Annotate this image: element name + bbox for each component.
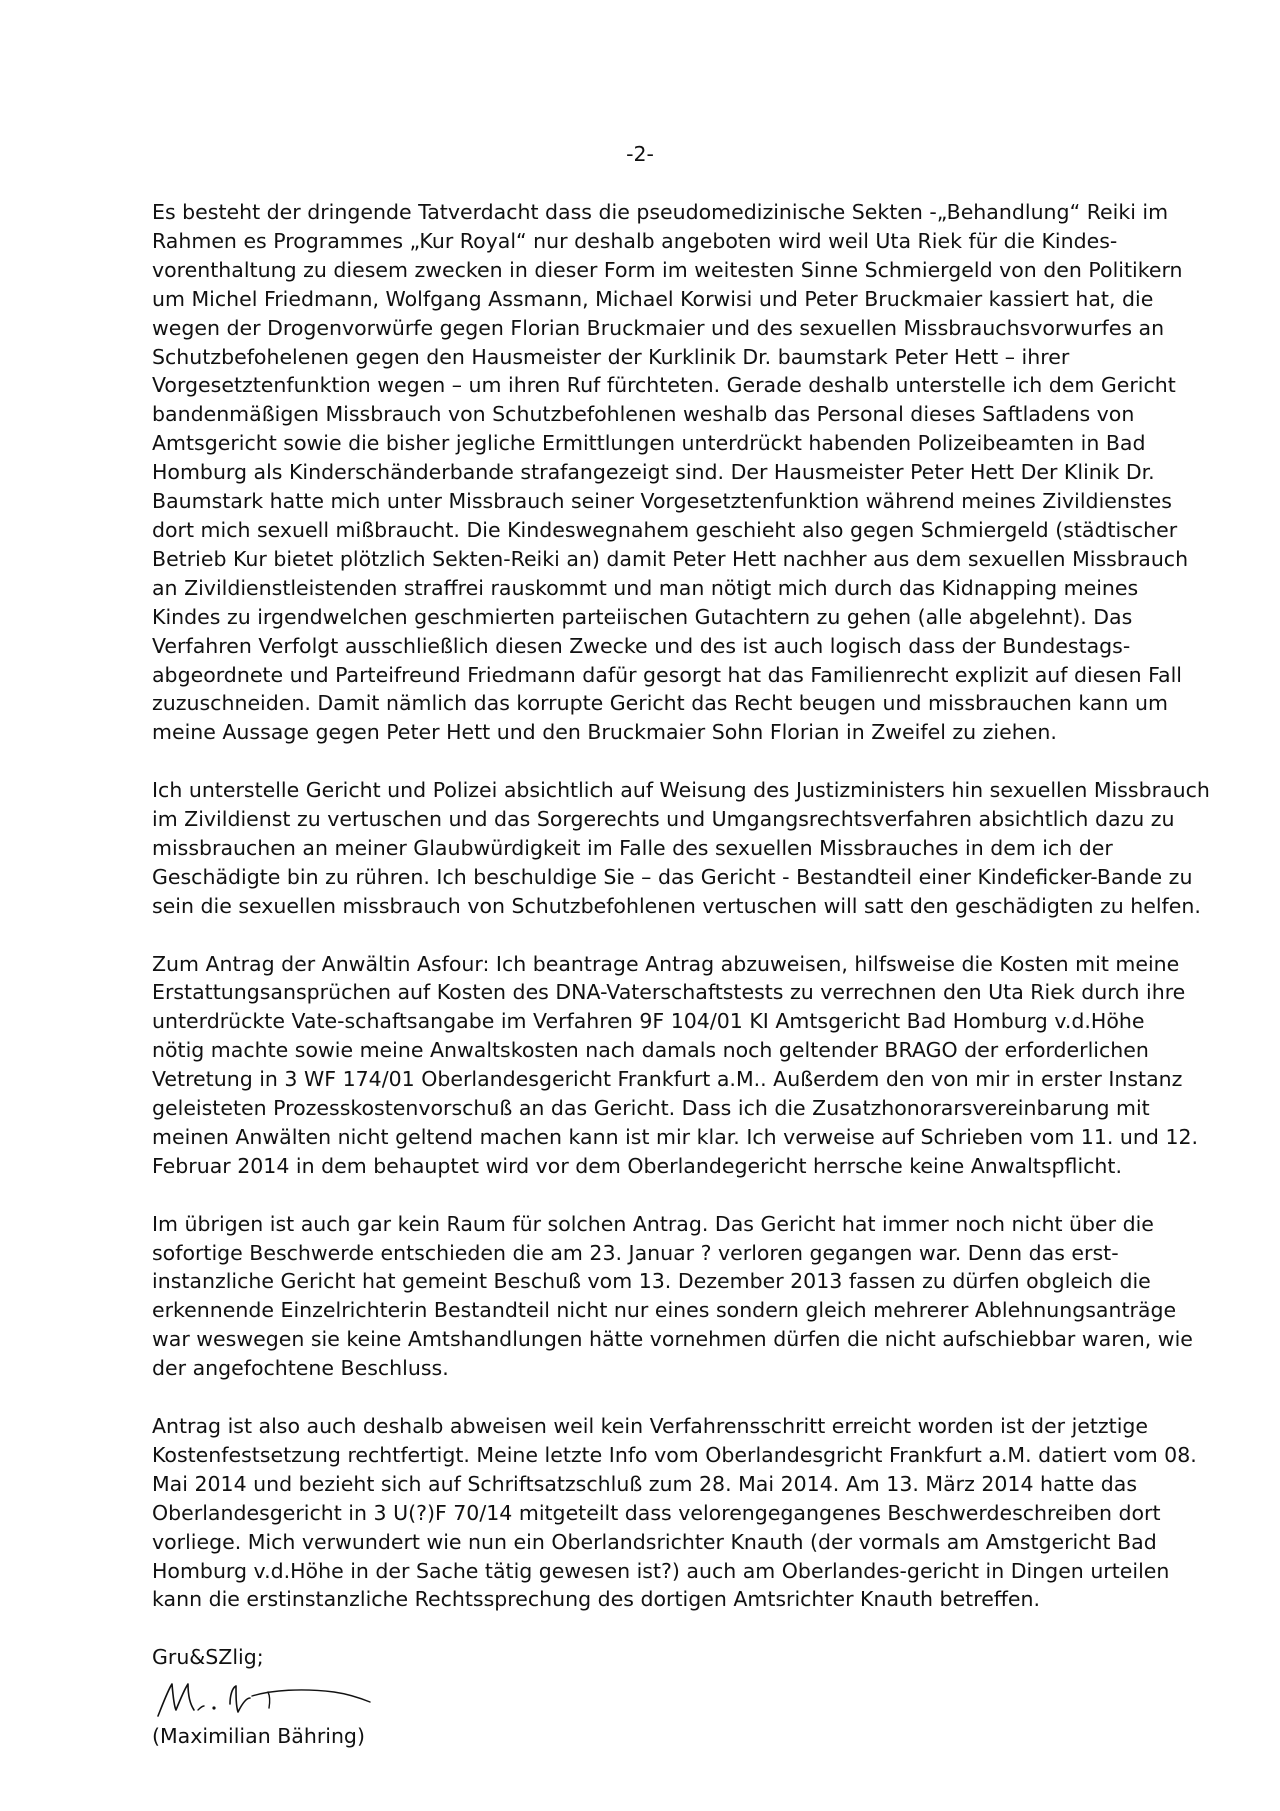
text-line: sofortige Beschwerde entschieden die am 23. Januar ? verloren gegangen war. Denn das erst- (152, 1240, 1119, 1265)
text-line: meine Aussage gegen Peter Hett und den Bruckmaier Sohn Florian in Zweifel zu ziehen. (152, 720, 1057, 745)
text-line: Kostenfestsetzung rechtfertigt. Meine letzte Info vom Oberlandesgricht Frankfurt a.M. datiert vom 08. (152, 1442, 1197, 1467)
text-line: geleisteten Prozesskostenvorschuß an das Gericht. Dass ich die Zusatzhonorarsvereinbarung mit (152, 1096, 1150, 1121)
paragraph-5 (152, 1412, 1200, 1614)
text-line: Antrag ist also auch deshalb abweisen weil kein Verfahrensschritt erreicht worden ist der jetztige (152, 1414, 1149, 1438)
text-line: Schutzbefohelenen gegen den Hausmeister der Kurklinik Dr. baumstark Peter Hett – ihrer (152, 344, 1070, 369)
text-line: Baumstark hatte mich unter Missbrauch seiner Vorgesetztenfunktion während meines Zivildienstes (152, 489, 1172, 514)
text-line: Amtsgericht sowie die bisher jegliche Ermittlungen unterdrückt habenden Polizeibeamten in Bad (152, 431, 1146, 456)
paragraph-gap (152, 1181, 1200, 1210)
text-line: war weswegen sie keine Amtshandlungen hätte vornehmen dürfen die nicht aufschiebbar waren, wie (152, 1327, 1193, 1352)
text-line: um Michel Friedmann, Wolfgang Assmann, Michael Korwisi und Peter Bruckmaier kassiert hat, die (152, 286, 1154, 311)
paragraph-1 (152, 198, 1200, 747)
handwritten-signature (152, 1676, 382, 1722)
paragraph-gap (152, 1383, 1200, 1412)
paragraph-gap (152, 747, 1200, 776)
text-line: sein die sexuellen missbrauch von Schutzbefohlenen vertuschen will satt den geschädigten zu helfen. (152, 893, 1201, 918)
text-line: vorenthaltung zu diesem zwecken in dieser Form im weitesten Sinne Schmiergeld von den Politikern (152, 257, 1183, 282)
text-line: Oberlandesgericht in 3 U(?)F 70/14 mitgeteilt dass velorengegangenes Beschwerdeschreiben dort (152, 1500, 1161, 1525)
text-line: Es besteht der dringende Tatverdacht dass die pseudomedizinische Sekten -„Behandlung“ Reiki im (152, 200, 1169, 224)
text-line: Homburg v.d.Höhe in der Sache tätig gewesen ist?) auch am Oberlandes-gericht in Dingen urteilen (152, 1558, 1170, 1583)
text-line: Vorgesetztenfunktion wegen – um ihren Ruf fürchteten. Gerade deshalb unterstelle ich dem Gericht (152, 373, 1176, 398)
text-line: an Zivildienstleistenden straffrei rauskommt und man nötigt mich durch das Kidnapping meines (152, 575, 1139, 600)
text-line: vorliege. Mich verwundert wie nun ein Oberlandsrichter Knauth (der vormals am Amstgericht Bad (152, 1529, 1157, 1554)
text-line: Mai 2014 und bezieht sich auf Schriftsatzschluß zum 28. Mai 2014. Am 13. März 2014 hatte das (152, 1471, 1138, 1496)
text-line: abgeordnete und Parteifreund Friedmann dafür gesorgt hat das Familienrecht explizit auf diesen Fall (152, 662, 1182, 687)
text-line: wegen der Drogenvorwürfe gegen Florian Bruckmaier und des sexuellen Missbrauchsvorwurfes an (152, 315, 1165, 340)
letter-body (152, 198, 1210, 1751)
text-line: Rahmen es Programmes „Kur Royal“ nur deshalb angeboten wird weil Uta Riek für die Kindes- (152, 228, 1118, 253)
text-line: zuzuschneiden. Damit nämlich das korrupte Gericht das Recht beugen und missbrauchen kann um (152, 691, 1168, 716)
text-line: instanzliche Gericht hat gemeint Beschuß vom 13. Dezember 2013 fassen zu dürfen obgleich die (152, 1269, 1151, 1294)
text-line: unterdrückte Vate-schaftsangabe im Verfahren 9F 104/01 KI Amtsgericht Bad Homburg v.d.Höhe (152, 1009, 1145, 1034)
text-line: Im übrigen ist auch gar kein Raum für solchen Antrag. Das Gericht hat immer noch nicht über die (152, 1211, 1154, 1236)
text-line: Erstattungsansprüchen auf Kosten des DNA-Vaterschaftstests zu verrechnen den Uta Riek durch ihre (152, 980, 1186, 1005)
text-line: der angefochtene Beschluss. (152, 1356, 449, 1381)
text-line: Homburg als Kinderschänderbande strafangezeigt sind. Der Hausmeister Peter Hett Der Klinik Dr. (152, 460, 1155, 485)
closing-salutation: Gru&SZlig; (152, 1645, 264, 1670)
text-line: Zum Antrag der Anwältin Asfour: Ich beantrage Antrag abzuweisen, hilfsweise die Kosten mit meine (152, 951, 1180, 976)
text-line: missbrauchen an meiner Glaubwürdigkeit im Falle des sexuellen Missbrauches in dem ich der (152, 835, 1113, 860)
text-line: Ich unterstelle Gericht und Polizei absichtlich auf Weisung des Justizministers hin sexuellen Missbrauch (152, 778, 1210, 803)
text-line: Vetretung in 3 WF 174/01 Oberlandesgericht Frankfurt a.M.. Außerdem den von mir in erster Instanz (152, 1067, 1183, 1092)
text-line: kann die erstinstanzliche Rechtssprechung des dortigen Amtsrichter Knauth betreffen. (152, 1587, 1041, 1612)
text-line: Kindes zu irgendwelchen geschmierten parteiischen Gutachtern zu gehen (alle abgelehnt). Das (152, 604, 1133, 629)
page-number: -2- (626, 142, 654, 166)
text-line: erkennende Einzelrichterin Bestandteil nicht nur eines sondern gleich mehrerer Ablehnungsanträge (152, 1298, 1177, 1323)
paragraph-4 (152, 1210, 1200, 1383)
signatory-name: (Maximilian Bähring) (152, 1724, 365, 1749)
paragraph-3 (152, 950, 1200, 1181)
text-line: im Zivildienst zu vertuschen und das Sorgerechts und Umgangsrechtsverfahren absichtlich dazu zu (152, 807, 1175, 832)
text-line: Betrieb Kur bietet plötzlich Sekten-Reiki an) damit Peter Hett nachher aus dem sexuellen Missbrauch (152, 546, 1189, 571)
text-line: dort mich sexuell mißbraucht. Die Kindeswegnahem geschieht also gegen Schmiergeld (städtischer (152, 517, 1178, 542)
text-line: Februar 2014 in dem behauptet wird vor dem Oberlandegericht herrsche keine Anwaltspflicht. (152, 1153, 1122, 1178)
paragraph-gap (152, 1614, 1200, 1643)
signature-graphic (152, 1676, 382, 1722)
paragraph-gap (152, 921, 1200, 950)
text-line: meinen Anwälten nicht geltend machen kann ist mir klar. Ich verweise auf Schrieben vom 11. und 12. (152, 1124, 1199, 1149)
text-line: nötig machte sowie meine Anwaltskosten nach damals noch geltender BRAGO der erforderlichen (152, 1038, 1149, 1063)
paragraph-2 (152, 776, 1210, 921)
text-line: bandenmäßigen Missbrauch von Schutzbefohlenen weshalb das Personal dieses Saftladens von (152, 402, 1135, 427)
text-line: Verfahren Verfolgt ausschließlich diesen Zwecke und des ist auch logisch dass der Bundestags- (152, 633, 1131, 658)
text-line: Geschädigte bin zu rühren. Ich beschuldige Sie – das Gericht - Bestandteil einer Kindeficker-Bande zu (152, 864, 1193, 889)
